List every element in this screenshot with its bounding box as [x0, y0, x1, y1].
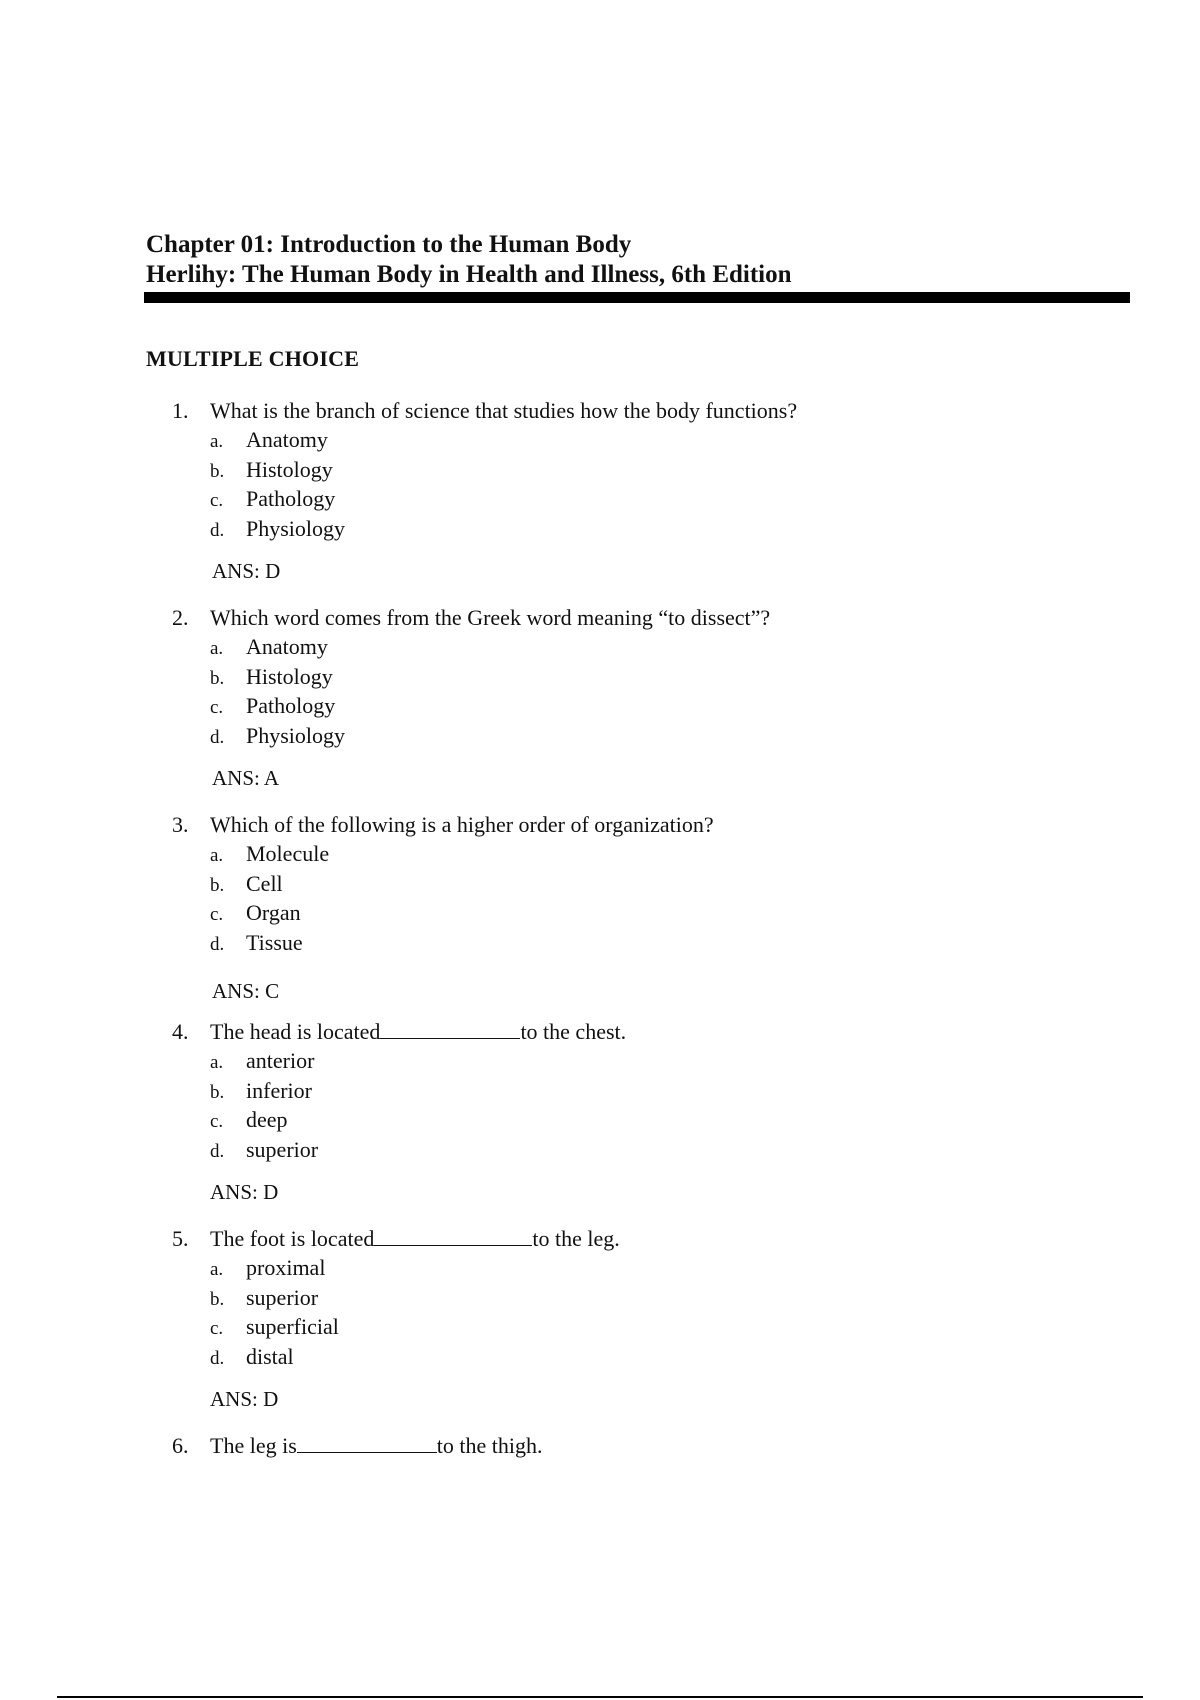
option-text: distal	[246, 1343, 294, 1369]
chapter-title: Chapter 01: Introduction to the Human Body	[146, 231, 632, 258]
question-stem	[172, 1433, 1122, 1461]
option-letter: d.	[210, 1140, 225, 1162]
option-a	[210, 840, 1122, 870]
question-text: What is the branch of science that studies how the body functions?	[210, 398, 798, 423]
option-letter: d.	[210, 933, 225, 955]
option-letter: c.	[210, 1318, 224, 1340]
option-c	[210, 485, 1122, 515]
option-b	[210, 663, 1122, 693]
question-stem	[172, 605, 1122, 633]
option-text: Physiology	[246, 515, 346, 541]
question-number: 4.	[172, 1019, 189, 1044]
question-stem	[172, 1226, 1122, 1254]
option-a	[210, 426, 1122, 456]
option-letter: c.	[210, 904, 224, 926]
question-text: Which of the following is a higher order of organization?	[210, 812, 714, 837]
question-2	[172, 605, 1122, 791]
option-letter: a.	[210, 431, 224, 452]
document-header	[146, 230, 1130, 290]
option-text: Tissue	[246, 929, 303, 955]
option-text: anterior	[246, 1048, 315, 1073]
answer-key: ANS: D	[210, 1387, 279, 1412]
question-stem	[172, 1019, 1122, 1047]
question-text-after: to the chest.	[520, 1019, 627, 1044]
option-text: Cell	[246, 870, 283, 896]
option-text: superior	[246, 1136, 319, 1162]
question-6	[172, 1433, 1122, 1461]
question-text-after: to the thigh.	[436, 1433, 543, 1458]
option-text: Organ	[246, 900, 301, 926]
question-text-before: The foot is located	[210, 1226, 375, 1251]
option-text: Physiology	[246, 722, 346, 748]
option-d	[210, 1343, 1122, 1373]
option-text: Anatomy	[246, 427, 328, 452]
question-number: 1.	[172, 398, 189, 423]
option-letter: c.	[210, 697, 224, 719]
option-text: Molecule	[246, 841, 330, 866]
question-3	[172, 812, 1122, 1004]
option-a	[210, 633, 1122, 663]
option-letter: d.	[210, 519, 225, 541]
fill-in-blank	[297, 1434, 437, 1453]
option-letter: c.	[210, 490, 224, 512]
option-b	[210, 456, 1122, 486]
option-letter: b.	[210, 1288, 225, 1310]
answer-options	[172, 1047, 1122, 1165]
option-text: superior	[246, 1284, 319, 1310]
answer-options	[172, 840, 1122, 958]
question-number: 3.	[172, 812, 189, 837]
option-letter: d.	[210, 726, 225, 748]
option-c	[210, 1313, 1122, 1343]
header-rule	[144, 292, 1130, 303]
option-letter: a.	[210, 845, 224, 866]
option-text: superficial	[246, 1314, 339, 1340]
fill-in-blank	[380, 1020, 520, 1039]
option-text: inferior	[246, 1077, 312, 1103]
option-b	[210, 870, 1122, 900]
option-letter: a.	[210, 1052, 224, 1073]
question-text-before: The head is located	[210, 1019, 381, 1044]
footer-rule	[57, 1696, 1143, 1698]
answer-key: ANS: A	[212, 766, 280, 791]
option-c	[210, 899, 1122, 929]
option-letter: c.	[210, 1111, 224, 1133]
question-stem	[172, 812, 1122, 840]
option-text: Histology	[246, 663, 333, 689]
option-letter: b.	[210, 1081, 225, 1103]
option-text: proximal	[246, 1255, 326, 1280]
option-d	[210, 929, 1122, 959]
question-stem	[172, 398, 1122, 426]
option-b	[210, 1077, 1122, 1107]
answer-options	[172, 1254, 1122, 1372]
question-number: 5.	[172, 1226, 189, 1251]
question-5	[172, 1226, 1122, 1412]
question-4	[172, 1019, 1122, 1205]
answer-key: ANS: C	[212, 979, 280, 1004]
option-letter: a.	[210, 638, 224, 659]
answer-options	[172, 426, 1122, 544]
question-text-after: to the leg.	[532, 1226, 620, 1251]
option-letter: d.	[210, 1347, 225, 1369]
option-text: Pathology	[246, 693, 336, 719]
option-d	[210, 515, 1122, 545]
option-c	[210, 1106, 1122, 1136]
option-c	[210, 692, 1122, 722]
question-text: Which word comes from the Greek word meaning “to dissect”?	[210, 605, 771, 630]
question-text-before: The leg is	[210, 1433, 297, 1458]
option-a	[210, 1254, 1122, 1284]
question-number: 6.	[172, 1433, 189, 1458]
option-letter: b.	[210, 667, 225, 689]
section-title: MULTIPLE CHOICE	[146, 346, 360, 371]
option-letter: b.	[210, 874, 225, 896]
option-letter: a.	[210, 1259, 224, 1280]
option-a	[210, 1047, 1122, 1077]
option-letter: b.	[210, 460, 225, 482]
option-b	[210, 1284, 1122, 1314]
fill-in-blank	[374, 1227, 532, 1246]
question-1	[172, 398, 1122, 584]
option-text: Pathology	[246, 486, 336, 512]
option-d	[210, 1136, 1122, 1166]
question-number: 2.	[172, 605, 189, 630]
answer-key: ANS: D	[212, 559, 281, 584]
book-title: Herlihy: The Human Body in Health and Illness, 6th Edition	[146, 261, 792, 288]
option-text: Anatomy	[246, 634, 328, 659]
option-text: Histology	[246, 456, 333, 482]
option-d	[210, 722, 1122, 752]
answer-key: ANS: D	[210, 1180, 279, 1205]
answer-options	[172, 633, 1122, 751]
option-text: deep	[246, 1107, 288, 1133]
